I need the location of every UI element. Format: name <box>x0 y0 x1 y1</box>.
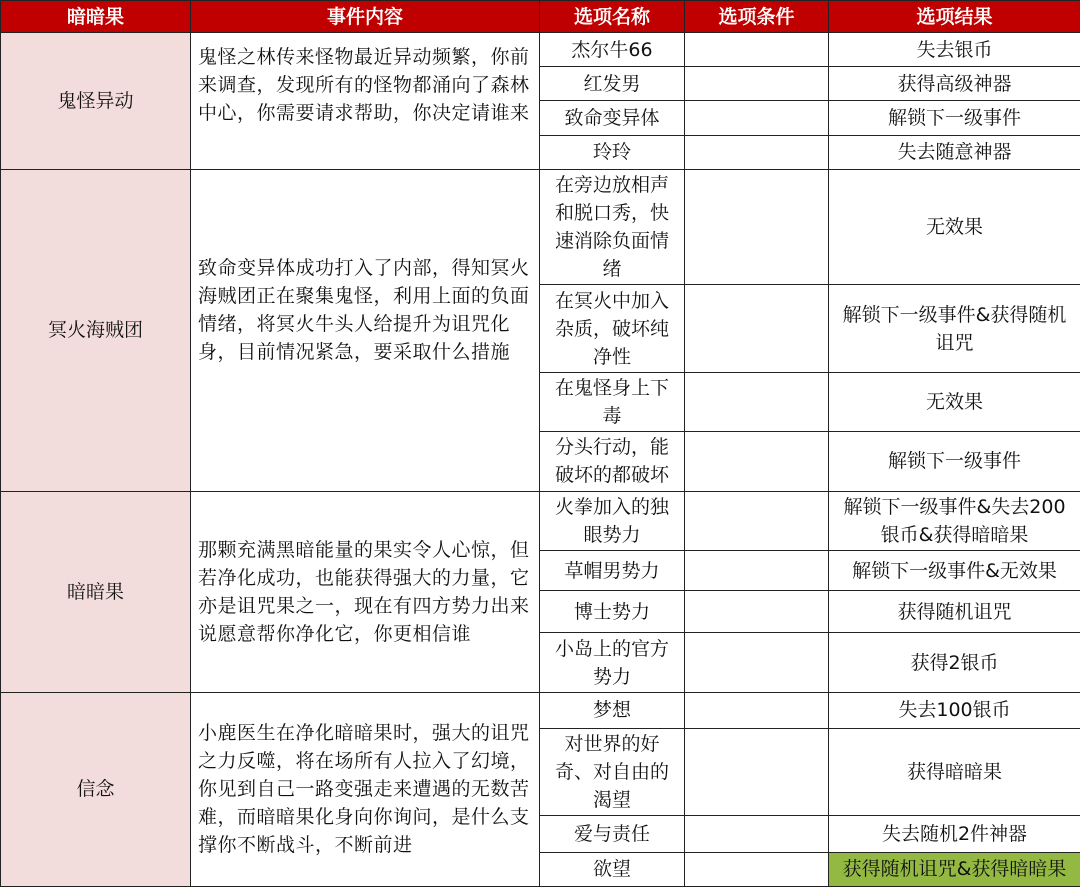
option-condition <box>685 372 829 431</box>
option-name: 草帽男势力 <box>540 550 685 590</box>
option-result: 获得2银币 <box>829 633 1080 692</box>
event-description: 致命变异体成功打入了内部，得知冥火海贼团正在聚集鬼怪，利用上面的负面情绪，将冥火牛头人给提升为诅咒化身，目前情况紧急，要采取什么措施 <box>191 169 540 491</box>
option-condition <box>685 550 829 590</box>
option-result: 解锁下一级事件 <box>829 432 1080 491</box>
option-condition <box>685 591 829 633</box>
option-name: 在旁边放相声和脱口秀，快速消除负面情绪 <box>540 169 685 285</box>
table-row <box>1 169 1080 285</box>
option-result: 失去银币 <box>829 33 1080 67</box>
option-result: 失去100银币 <box>829 692 1080 728</box>
option-name: 小岛上的官方势力 <box>540 633 685 692</box>
option-result: 解锁下一级事件&获得随机诅咒 <box>829 285 1080 373</box>
event-name: 冥火海贼团 <box>1 169 191 491</box>
option-result: 解锁下一级事件&失去200银币&获得暗暗果 <box>829 491 1080 550</box>
option-condition <box>685 135 829 169</box>
option-name: 对世界的好奇、对自由的渴望 <box>540 728 685 816</box>
option-result-highlighted: 获得随机诅咒&获得暗暗果 <box>829 852 1080 886</box>
option-condition <box>685 432 829 491</box>
option-name: 分头行动，能破坏的都破坏 <box>540 432 685 491</box>
option-result: 解锁下一级事件 <box>829 101 1080 135</box>
header-fruit: 暗暗果 <box>1 1 191 33</box>
option-condition <box>685 491 829 550</box>
option-condition <box>685 728 829 816</box>
header-event-content: 事件内容 <box>191 1 540 33</box>
table-row <box>1 692 1080 728</box>
event-name: 鬼怪异动 <box>1 33 191 170</box>
option-condition <box>685 852 829 886</box>
option-name: 在鬼怪身上下毒 <box>540 372 685 431</box>
option-name: 博士势力 <box>540 591 685 633</box>
option-condition <box>685 101 829 135</box>
event-description: 小鹿医生在净化暗暗果时，强大的诅咒之力反噬，将在场所有人拉入了幻境，你见到自己一路变强走来遭遇的无数苦难，而暗暗果化身向你询问，是什么支撑你不断战斗，不断前进 <box>191 692 540 886</box>
event-description: 那颗充满黑暗能量的果实令人心惊，但若净化成功，也能获得强大的力量，它亦是诅咒果之一，现在有四方势力出来说愿意帮你净化它，你更相信谁 <box>191 491 540 692</box>
option-result: 无效果 <box>829 372 1080 431</box>
event-name: 信念 <box>1 692 191 886</box>
option-condition <box>685 285 829 373</box>
header-option-result: 选项结果 <box>829 1 1080 33</box>
option-name: 红发男 <box>540 67 685 101</box>
option-condition <box>685 33 829 67</box>
option-name: 杰尔牛66 <box>540 33 685 67</box>
header-option-name: 选项名称 <box>540 1 685 33</box>
header-row <box>1 1 1080 33</box>
table-row <box>1 33 1080 67</box>
option-condition <box>685 816 829 852</box>
option-result: 获得暗暗果 <box>829 728 1080 816</box>
option-result: 失去随机2件神器 <box>829 816 1080 852</box>
option-name: 梦想 <box>540 692 685 728</box>
option-result: 无效果 <box>829 169 1080 285</box>
option-name: 在冥火中加入杂质，破坏纯净性 <box>540 285 685 373</box>
option-name: 致命变异体 <box>540 101 685 135</box>
option-name: 火拳加入的独眼势力 <box>540 491 685 550</box>
option-condition <box>685 633 829 692</box>
option-result: 失去随意神器 <box>829 135 1080 169</box>
table-row <box>1 491 1080 550</box>
option-result: 获得高级神器 <box>829 67 1080 101</box>
option-condition <box>685 692 829 728</box>
option-condition <box>685 67 829 101</box>
option-result: 解锁下一级事件&无效果 <box>829 550 1080 590</box>
event-name: 暗暗果 <box>1 491 191 692</box>
header-option-condition: 选项条件 <box>685 1 829 33</box>
option-name: 爱与责任 <box>540 816 685 852</box>
event-description: 鬼怪之林传来怪物最近异动频繁，你前来调查，发现所有的怪物都涌向了森林中心，你需要请求帮助，你决定请谁来 <box>191 33 540 170</box>
option-condition <box>685 169 829 285</box>
option-name: 玲玲 <box>540 135 685 169</box>
option-result: 获得随机诅咒 <box>829 591 1080 633</box>
option-name: 欲望 <box>540 852 685 886</box>
